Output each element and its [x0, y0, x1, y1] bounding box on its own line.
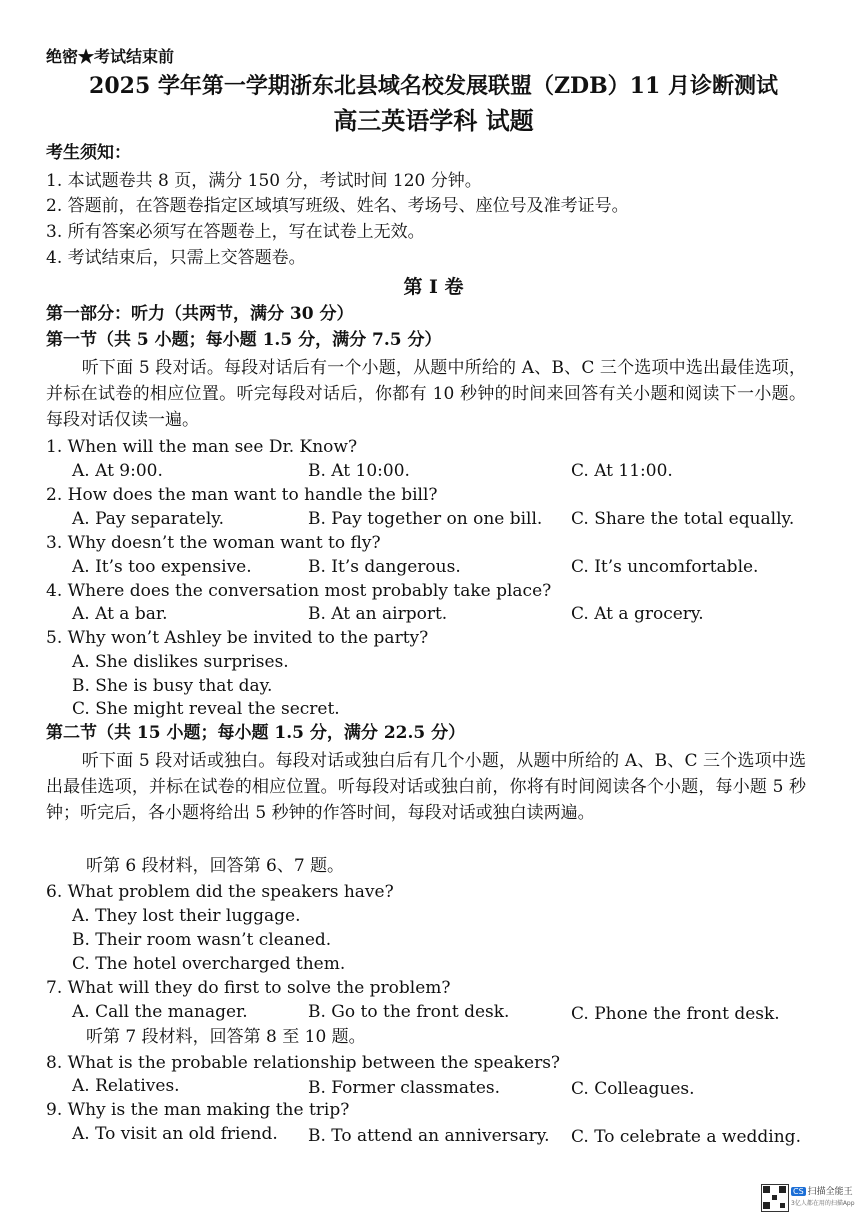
notice-item: 4. 考试结束后，只需上交答题卷。	[46, 248, 306, 268]
option-c: C. It’s uncomfortable.	[571, 557, 759, 577]
option-a: A. She dislikes surprises.	[72, 652, 289, 672]
option-a: A. Call the manager.	[72, 1002, 248, 1022]
option-b: B. Their room wasn’t cleaned.	[72, 930, 332, 950]
notice-item: 3. 所有答案必须写在答题卷上，写在试卷上无效。	[46, 222, 425, 242]
option-a: A. It’s too expensive.	[72, 557, 252, 577]
listening-prompt: 听第 7 段材料，回答第 8 至 10 题。	[86, 1027, 366, 1047]
scanner-watermark	[755, 1176, 867, 1227]
option-c: C. Phone the front desk.	[571, 1004, 780, 1024]
question-stem: 3. Why doesn’t the woman want to fly?	[46, 533, 381, 553]
option-c: C. She might reveal the secret.	[72, 699, 340, 719]
option-c: C. The hotel overcharged them.	[72, 954, 346, 974]
section1-instructions: 听下面 5 段对话。每段对话后有一个小题，从题中所给的 A、B、C 三个选项中选出最佳选项，并标在试卷的相应位置。听完每段对话后，你都有 10 秒钟的时间来回答有关小题和阅读下一小题。每段对话仅读一遍。	[46, 358, 806, 430]
exam-title: 2025 学年第一学期浙东北县域名校发展联盟（ZDB）11 月诊断测试	[89, 73, 778, 99]
notice-item: 2. 答题前，在答题卷指定区域填写班级、姓名、考场号、座位号及准考证号。	[46, 196, 629, 216]
option-a: A. To visit an old friend.	[72, 1124, 278, 1144]
option-a: A. They lost their luggage.	[72, 906, 301, 926]
question-stem: 7. What will they do first to solve the problem?	[46, 978, 451, 998]
listening-prompt: 听第 6 段材料，回答第 6、7 题。	[86, 856, 345, 876]
section2-instructions: 听下面 5 段对话或独白。每段对话或独白后有几个小题，从题中所给的 A、B、C 三个选项中选出最佳选项，并标在试卷的相应位置。听每段对话或独白前，你将有时间阅读各个小题，每小题 5 秒钟；听完后，各小题将给出 5 秒钟的作答时间，每段对话或独白读两遍。	[46, 751, 806, 823]
volume-heading: 第 I 卷	[403, 276, 464, 298]
qr-code-icon	[761, 1184, 789, 1212]
option-c: C. Share the total equally.	[571, 509, 795, 529]
question-stem: 2. How does the man want to handle the bill?	[46, 485, 438, 505]
section2-heading: 第二节（共 15 小题；每小题 1.5 分，满分 22.5 分）	[46, 723, 466, 743]
option-c: C. At 11:00.	[571, 461, 673, 481]
scanner-brand	[791, 1184, 853, 1197]
brand-name: 扫描全能王	[807, 1187, 853, 1197]
option-c: C. To celebrate a wedding.	[571, 1127, 801, 1147]
notice-heading: 考生须知：	[46, 143, 131, 163]
exam-subtitle: 高三英语学科 试题	[333, 106, 534, 135]
question-stem: 5. Why won’t Ashley be invited to the party?	[46, 628, 429, 648]
option-b: B. At 10:00.	[308, 461, 410, 481]
option-a: A. Relatives.	[72, 1076, 180, 1096]
part1-heading: 第一部分：听力（共两节，满分 30 分）	[46, 304, 354, 324]
option-b: B. Go to the front desk.	[308, 1002, 510, 1022]
question-stem: 6. What problem did the speakers have?	[46, 882, 394, 902]
question-stem: 8. What is the probable relationship between the speakers?	[46, 1053, 561, 1073]
scanner-tagline: 3亿人都在用的扫描App	[791, 1200, 855, 1207]
question-stem: 9. Why is the man making the trip?	[46, 1100, 350, 1120]
option-b: B. At an airport.	[308, 604, 448, 624]
confidential-mark: 绝密★考试结束前	[46, 47, 175, 66]
section1-heading: 第一节（共 5 小题；每小题 1.5 分，满分 7.5 分）	[46, 330, 442, 350]
option-a: A. At 9:00.	[72, 461, 163, 481]
option-c: C. Colleagues.	[571, 1079, 695, 1099]
option-a: A. At a bar.	[72, 604, 168, 624]
notice-item: 1. 本试题卷共 8 页，满分 150 分，考试时间 120 分钟。	[46, 171, 482, 191]
option-b: B. Pay together on one bill.	[308, 509, 543, 529]
question-stem: 1. When will the man see Dr. Know?	[46, 437, 358, 457]
option-b: B. To attend an anniversary.	[308, 1126, 550, 1146]
option-c: C. At a grocery.	[571, 604, 704, 624]
option-b: B. Former classmates.	[308, 1078, 501, 1098]
brand-badge: CS	[793, 1187, 804, 1196]
question-stem: 4. Where does the conversation most probably take place?	[46, 581, 552, 601]
option-b: B. It’s dangerous.	[308, 557, 461, 577]
option-a: A. Pay separately.	[72, 509, 225, 529]
option-b: B. She is busy that day.	[72, 676, 273, 696]
